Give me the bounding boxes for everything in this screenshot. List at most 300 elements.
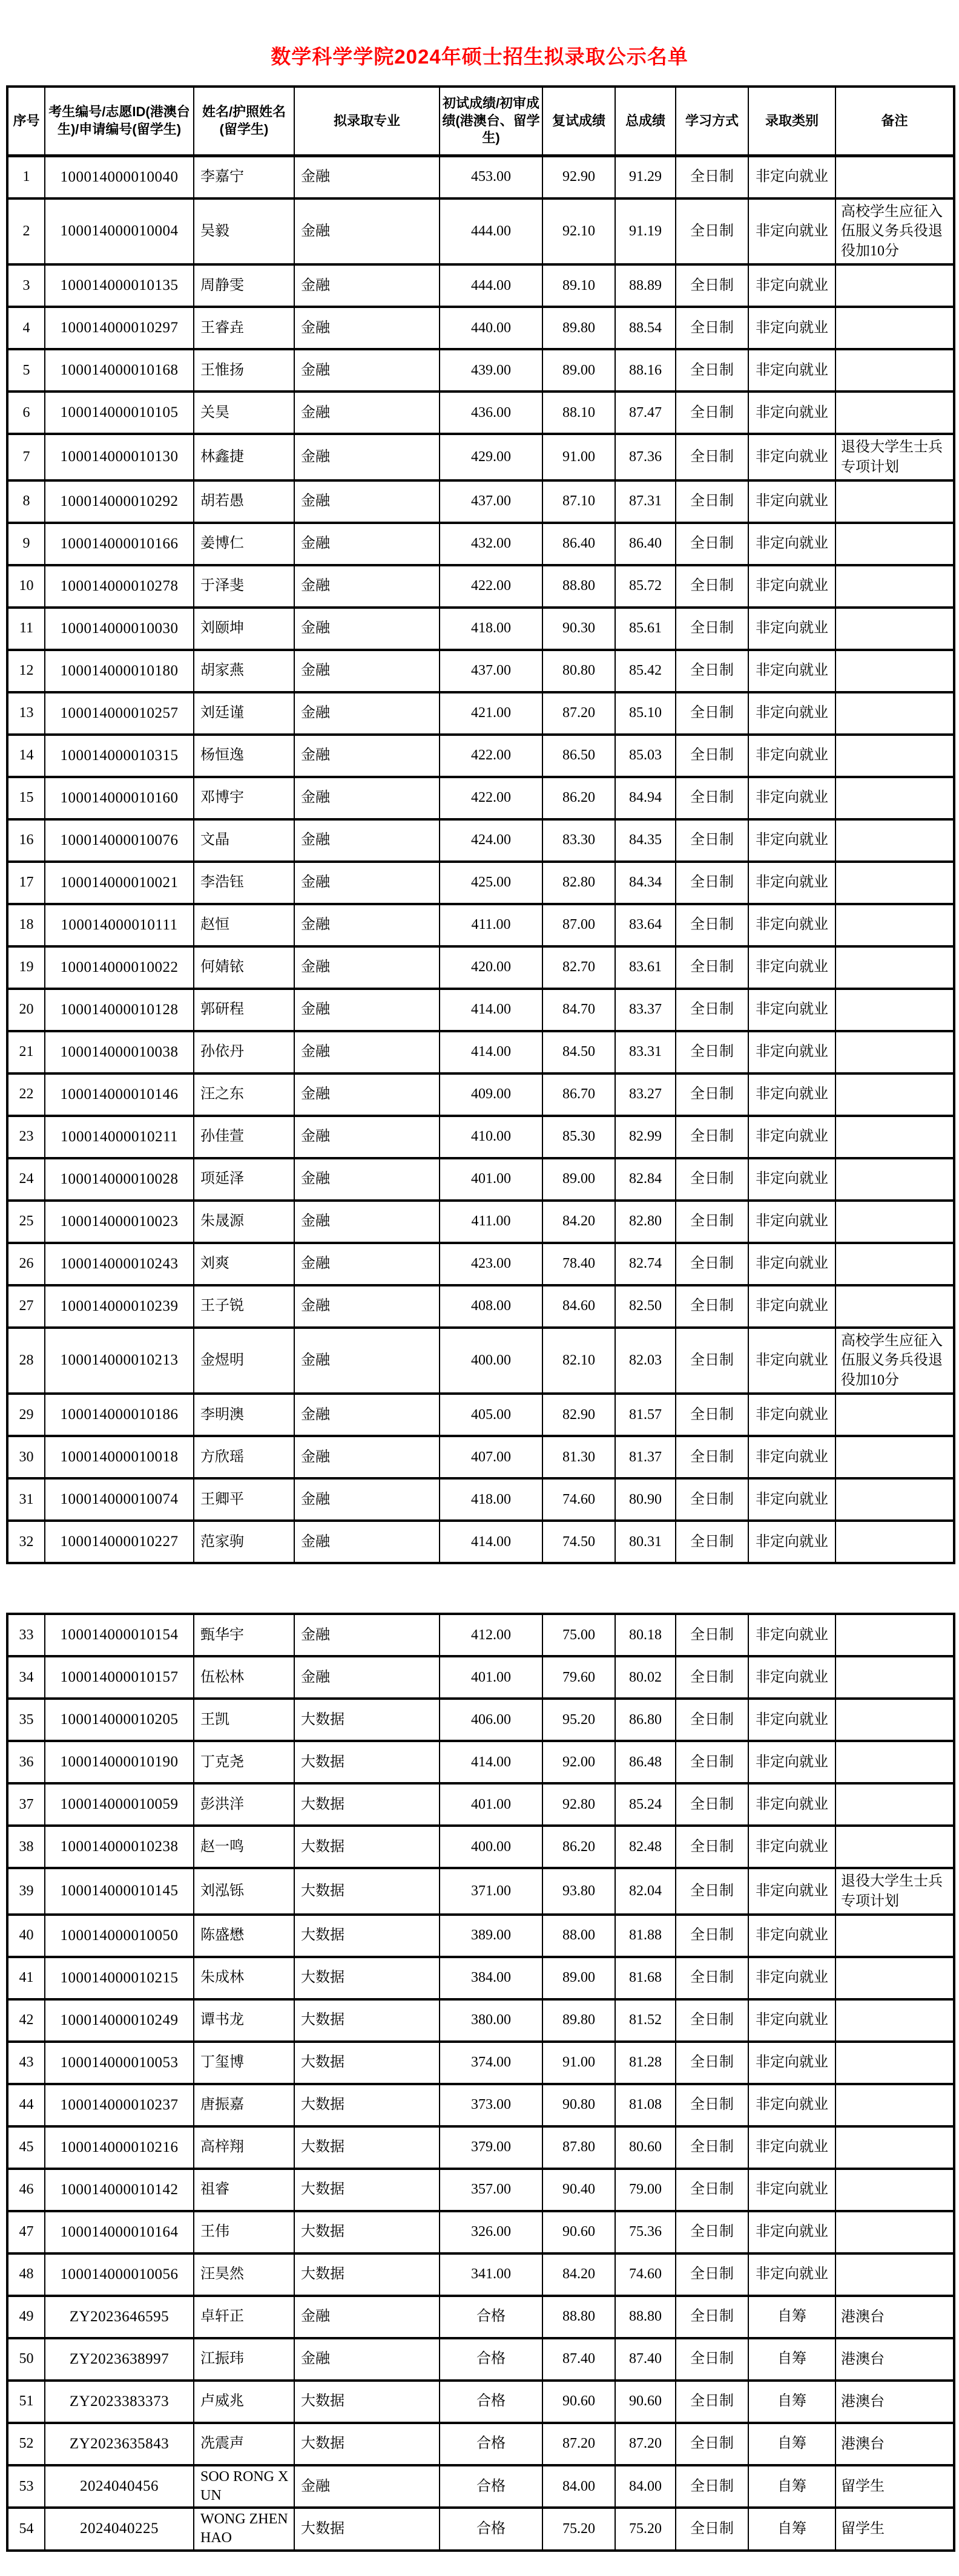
cell-study-mode: 全日制 <box>676 349 748 392</box>
table-row <box>7 1436 954 1478</box>
cell-initial-score: 401.00 <box>440 1783 542 1826</box>
cell-no: 12 <box>7 650 45 692</box>
cell-total-score: 75.20 <box>615 2508 676 2550</box>
cell-no: 7 <box>7 434 45 480</box>
cell-id: 100014000010215 <box>45 1957 194 1999</box>
cell-total-score: 83.64 <box>615 904 676 946</box>
cell-remark <box>835 523 954 565</box>
cell-study-mode: 全日制 <box>676 2169 748 2211</box>
cell-major: 金融 <box>294 523 440 565</box>
cell-no: 26 <box>7 1243 45 1285</box>
cell-id: 100014000010111 <box>45 904 194 946</box>
cell-remark: 留学生 <box>835 2508 954 2550</box>
cell-admission-category: 非定向就业 <box>748 1158 835 1201</box>
cell-retest-score: 82.70 <box>542 946 615 989</box>
cell-retest-score: 87.20 <box>542 2423 615 2465</box>
column-header-initial-score: 初试成绩/初审成绩(港澳台、留学生) <box>440 87 542 156</box>
cell-no: 20 <box>7 989 45 1031</box>
cell-total-score: 82.99 <box>615 1116 676 1158</box>
cell-name: 王睿垚 <box>194 307 294 349</box>
cell-study-mode: 全日制 <box>676 2508 748 2550</box>
cell-admission-category: 自筹 <box>748 2338 835 2381</box>
cell-admission-category: 非定向就业 <box>748 307 835 349</box>
cell-admission-category: 非定向就业 <box>748 2253 835 2296</box>
cell-study-mode: 全日制 <box>676 434 748 480</box>
cell-retest-score: 84.70 <box>542 989 615 1031</box>
cell-id: ZY2023383373 <box>45 2381 194 2423</box>
cell-major: 金融 <box>294 1521 440 1563</box>
cell-remark: 高校学生应征入伍服义务兵役退役加10分 <box>835 1328 954 1394</box>
cell-no: 31 <box>7 1478 45 1521</box>
cell-initial-score: 400.00 <box>440 1328 542 1394</box>
cell-id: 100014000010238 <box>45 1826 194 1868</box>
cell-name: 方欣瑶 <box>194 1436 294 1478</box>
cell-initial-score: 371.00 <box>440 1868 542 1915</box>
cell-name: 胡家燕 <box>194 650 294 692</box>
table-row <box>7 1957 954 1999</box>
cell-admission-category: 非定向就业 <box>748 1478 835 1521</box>
cell-id: 100014000010227 <box>45 1521 194 1563</box>
cell-no: 50 <box>7 2338 45 2381</box>
cell-initial-score: 409.00 <box>440 1073 542 1116</box>
cell-no: 37 <box>7 1783 45 1826</box>
cell-major: 金融 <box>294 862 440 904</box>
cell-initial-score: 373.00 <box>440 2084 542 2126</box>
table-row <box>7 735 954 777</box>
cell-initial-score: 444.00 <box>440 198 542 264</box>
cell-admission-category: 非定向就业 <box>748 2169 835 2211</box>
table-row <box>7 1328 954 1394</box>
cell-id: 100014000010145 <box>45 1868 194 1915</box>
cell-initial-score: 425.00 <box>440 862 542 904</box>
cell-retest-score: 88.10 <box>542 392 615 434</box>
cell-no: 6 <box>7 392 45 434</box>
cell-admission-category: 非定向就业 <box>748 1201 835 1243</box>
cell-id: 100014000010180 <box>45 650 194 692</box>
cell-major: 金融 <box>294 1614 440 1656</box>
cell-retest-score: 82.10 <box>542 1328 615 1394</box>
cell-remark <box>835 1521 954 1563</box>
cell-major: 金融 <box>294 1478 440 1521</box>
cell-remark <box>835 819 954 862</box>
cell-remark <box>835 650 954 692</box>
cell-no: 44 <box>7 2084 45 2126</box>
cell-no: 14 <box>7 735 45 777</box>
cell-study-mode: 全日制 <box>676 904 748 946</box>
cell-study-mode: 全日制 <box>676 2381 748 2423</box>
cell-total-score: 87.40 <box>615 2338 676 2381</box>
cell-id: ZY2023635843 <box>45 2423 194 2465</box>
table-body-rows-1-32 <box>7 156 954 1564</box>
cell-name: 王凯 <box>194 1699 294 1741</box>
cell-admission-category: 非定向就业 <box>748 198 835 264</box>
cell-name: 谭书龙 <box>194 1999 294 2042</box>
cell-initial-score: 423.00 <box>440 1243 542 1285</box>
cell-study-mode: 全日制 <box>676 777 748 819</box>
cell-major: 金融 <box>294 692 440 735</box>
cell-remark <box>835 777 954 819</box>
cell-id: 100014000010186 <box>45 1394 194 1436</box>
cell-no: 8 <box>7 480 45 523</box>
cell-total-score: 82.74 <box>615 1243 676 1285</box>
cell-study-mode: 全日制 <box>676 735 748 777</box>
cell-admission-category: 非定向就业 <box>748 523 835 565</box>
cell-retest-score: 80.80 <box>542 650 615 692</box>
cell-remark <box>835 1285 954 1328</box>
cell-study-mode: 全日制 <box>676 565 748 608</box>
cell-initial-score: 414.00 <box>440 1031 542 1073</box>
cell-major: 大数据 <box>294 2169 440 2211</box>
table-row <box>7 2423 954 2465</box>
cell-study-mode: 全日制 <box>676 1073 748 1116</box>
cell-initial-score: 437.00 <box>440 650 542 692</box>
cell-id: 100014000010022 <box>45 946 194 989</box>
cell-study-mode: 全日制 <box>676 1158 748 1201</box>
cell-major: 大数据 <box>294 1957 440 1999</box>
cell-total-score: 81.88 <box>615 1915 676 1957</box>
cell-id: 100014000010142 <box>45 2169 194 2211</box>
cell-no: 36 <box>7 1741 45 1783</box>
cell-total-score: 82.50 <box>615 1285 676 1328</box>
cell-study-mode: 全日制 <box>676 2296 748 2338</box>
cell-retest-score: 86.50 <box>542 735 615 777</box>
cell-total-score: 81.57 <box>615 1394 676 1436</box>
table-row <box>7 392 954 434</box>
cell-study-mode: 全日制 <box>676 307 748 349</box>
table-row <box>7 2338 954 2381</box>
cell-admission-category: 非定向就业 <box>748 349 835 392</box>
cell-total-score: 87.31 <box>615 480 676 523</box>
cell-initial-score: 384.00 <box>440 1957 542 1999</box>
cell-no: 35 <box>7 1699 45 1741</box>
cell-no: 21 <box>7 1031 45 1073</box>
cell-name: 丁克尧 <box>194 1741 294 1783</box>
cell-id: 100014000010237 <box>45 2084 194 2126</box>
cell-name: 孙佳萱 <box>194 1116 294 1158</box>
cell-study-mode: 全日制 <box>676 1328 748 1394</box>
cell-id: 100014000010056 <box>45 2253 194 2296</box>
cell-no: 19 <box>7 946 45 989</box>
column-header-study-mode: 学习方式 <box>676 87 748 156</box>
cell-major: 金融 <box>294 1073 440 1116</box>
column-header-name: 姓名/护照姓名(留学生) <box>194 87 294 156</box>
cell-initial-score: 422.00 <box>440 735 542 777</box>
cell-name: 李浩钰 <box>194 862 294 904</box>
cell-retest-score: 90.60 <box>542 2381 615 2423</box>
cell-retest-score: 74.50 <box>542 1521 615 1563</box>
table-row <box>7 1868 954 1915</box>
cell-name: 刘爽 <box>194 1243 294 1285</box>
cell-name: 卓轩正 <box>194 2296 294 2338</box>
table-row <box>7 1614 954 1656</box>
cell-initial-score: 411.00 <box>440 1201 542 1243</box>
cell-no: 53 <box>7 2465 45 2508</box>
cell-id: 100014000010164 <box>45 2211 194 2253</box>
cell-total-score: 87.20 <box>615 2423 676 2465</box>
cell-id: 100014000010050 <box>45 1915 194 1957</box>
cell-retest-score: 89.00 <box>542 349 615 392</box>
cell-name: 王惟扬 <box>194 349 294 392</box>
cell-retest-score: 93.80 <box>542 1868 615 1915</box>
cell-admission-category: 非定向就业 <box>748 819 835 862</box>
cell-no: 3 <box>7 264 45 307</box>
cell-major: 金融 <box>294 480 440 523</box>
cell-id: 2024040456 <box>45 2465 194 2508</box>
cell-name: 朱晟源 <box>194 1201 294 1243</box>
cell-study-mode: 全日制 <box>676 2423 748 2465</box>
table-row <box>7 1478 954 1521</box>
cell-admission-category: 非定向就业 <box>748 862 835 904</box>
cell-total-score: 88.54 <box>615 307 676 349</box>
cell-study-mode: 全日制 <box>676 946 748 989</box>
cell-remark: 港澳台 <box>835 2423 954 2465</box>
cell-remark <box>835 1116 954 1158</box>
cell-major: 金融 <box>294 1436 440 1478</box>
cell-retest-score: 78.40 <box>542 1243 615 1285</box>
cell-initial-score: 422.00 <box>440 777 542 819</box>
cell-id: 100014000010239 <box>45 1285 194 1328</box>
cell-total-score: 81.37 <box>615 1436 676 1478</box>
cell-retest-score: 89.80 <box>542 307 615 349</box>
cell-study-mode: 全日制 <box>676 1915 748 1957</box>
cell-major: 金融 <box>294 735 440 777</box>
cell-major: 大数据 <box>294 1915 440 1957</box>
cell-remark <box>835 349 954 392</box>
cell-retest-score: 90.80 <box>542 2084 615 2126</box>
cell-remark <box>835 392 954 434</box>
cell-initial-score: 422.00 <box>440 565 542 608</box>
cell-major: 金融 <box>294 904 440 946</box>
cell-remark: 港澳台 <box>835 2296 954 2338</box>
cell-retest-score: 92.90 <box>542 156 615 199</box>
cell-no: 15 <box>7 777 45 819</box>
cell-total-score: 81.08 <box>615 2084 676 2126</box>
cell-study-mode: 全日制 <box>676 1614 748 1656</box>
cell-remark: 退役大学生士兵专项计划 <box>835 434 954 480</box>
cell-major: 大数据 <box>294 2084 440 2126</box>
cell-initial-score: 406.00 <box>440 1699 542 1741</box>
cell-major: 金融 <box>294 608 440 650</box>
cell-initial-score: 合格 <box>440 2508 542 2550</box>
cell-no: 51 <box>7 2381 45 2423</box>
table-row <box>7 1783 954 1826</box>
cell-name: 卢威兆 <box>194 2381 294 2423</box>
cell-total-score: 82.04 <box>615 1868 676 1915</box>
cell-id: 100014000010190 <box>45 1741 194 1783</box>
cell-study-mode: 全日制 <box>676 156 748 199</box>
table-row <box>7 1073 954 1116</box>
cell-name: 姜博仁 <box>194 523 294 565</box>
cell-id: 100014000010105 <box>45 392 194 434</box>
cell-retest-score: 92.10 <box>542 198 615 264</box>
cell-id: 100014000010249 <box>45 1999 194 2042</box>
cell-retest-score: 75.20 <box>542 2508 615 2550</box>
column-header-total-score: 总成绩 <box>615 87 676 156</box>
cell-no: 34 <box>7 1656 45 1699</box>
cell-remark <box>835 1826 954 1868</box>
table-row <box>7 434 954 480</box>
cell-initial-score: 405.00 <box>440 1394 542 1436</box>
cell-study-mode: 全日制 <box>676 1868 748 1915</box>
cell-name: 于泽斐 <box>194 565 294 608</box>
cell-no: 41 <box>7 1957 45 1999</box>
cell-total-score: 75.36 <box>615 2211 676 2253</box>
table-row <box>7 2211 954 2253</box>
cell-no: 38 <box>7 1826 45 1868</box>
cell-initial-score: 379.00 <box>440 2126 542 2169</box>
cell-major: 大数据 <box>294 2126 440 2169</box>
cell-total-score: 80.18 <box>615 1614 676 1656</box>
cell-study-mode: 全日制 <box>676 1783 748 1826</box>
cell-major: 大数据 <box>294 2423 440 2465</box>
cell-remark: 退役大学生士兵专项计划 <box>835 1868 954 1915</box>
cell-total-score: 81.28 <box>615 2042 676 2084</box>
table-row <box>7 2296 954 2338</box>
cell-id: 2024040225 <box>45 2508 194 2550</box>
table-row <box>7 989 954 1031</box>
cell-remark: 港澳台 <box>835 2338 954 2381</box>
cell-id: 100014000010023 <box>45 1201 194 1243</box>
cell-admission-category: 非定向就业 <box>748 1328 835 1394</box>
table-row <box>7 1741 954 1783</box>
table-row <box>7 1999 954 2042</box>
table-row <box>7 2381 954 2423</box>
cell-no: 5 <box>7 349 45 392</box>
cell-name: 何婧铱 <box>194 946 294 989</box>
cell-initial-score: 326.00 <box>440 2211 542 2253</box>
cell-total-score: 79.00 <box>615 2169 676 2211</box>
cell-no: 48 <box>7 2253 45 2296</box>
column-header-no: 序号 <box>7 87 45 156</box>
cell-major: 金融 <box>294 198 440 264</box>
cell-retest-score: 89.80 <box>542 1999 615 2042</box>
cell-retest-score: 91.00 <box>542 2042 615 2084</box>
cell-retest-score: 79.60 <box>542 1656 615 1699</box>
cell-total-score: 86.48 <box>615 1741 676 1783</box>
cell-study-mode: 全日制 <box>676 1699 748 1741</box>
cell-initial-score: 436.00 <box>440 392 542 434</box>
cell-name: 祖睿 <box>194 2169 294 2211</box>
cell-admission-category: 自筹 <box>748 2381 835 2423</box>
cell-remark <box>835 1031 954 1073</box>
cell-id: 100014000010028 <box>45 1158 194 1201</box>
cell-id: 100014000010211 <box>45 1116 194 1158</box>
table-row <box>7 1826 954 1868</box>
cell-name: WONG ZHEN HAO <box>194 2508 294 2550</box>
cell-admission-category: 非定向就业 <box>748 480 835 523</box>
cell-retest-score: 83.30 <box>542 819 615 862</box>
cell-initial-score: 414.00 <box>440 1521 542 1563</box>
cell-major: 金融 <box>294 1031 440 1073</box>
cell-no: 33 <box>7 1614 45 1656</box>
cell-id: 100014000010018 <box>45 1436 194 1478</box>
cell-total-score: 83.37 <box>615 989 676 1031</box>
cell-admission-category: 非定向就业 <box>748 777 835 819</box>
cell-no: 22 <box>7 1073 45 1116</box>
cell-retest-score: 90.60 <box>542 2211 615 2253</box>
cell-total-score: 85.24 <box>615 1783 676 1826</box>
cell-admission-category: 非定向就业 <box>748 2042 835 2084</box>
cell-initial-score: 429.00 <box>440 434 542 480</box>
cell-initial-score: 421.00 <box>440 692 542 735</box>
cell-remark <box>835 264 954 307</box>
cell-admission-category: 非定向就业 <box>748 735 835 777</box>
cell-study-mode: 全日制 <box>676 862 748 904</box>
table-row <box>7 608 954 650</box>
cell-retest-score: 95.20 <box>542 1699 615 1741</box>
cell-total-score: 85.61 <box>615 608 676 650</box>
cell-total-score: 85.10 <box>615 692 676 735</box>
table-row <box>7 2126 954 2169</box>
cell-admission-category: 非定向就业 <box>748 1614 835 1656</box>
cell-retest-score: 84.50 <box>542 1031 615 1073</box>
cell-admission-category: 自筹 <box>748 2465 835 2508</box>
cell-study-mode: 全日制 <box>676 1478 748 1521</box>
cell-total-score: 81.68 <box>615 1957 676 1999</box>
cell-total-score: 84.34 <box>615 862 676 904</box>
cell-retest-score: 87.00 <box>542 904 615 946</box>
cell-name: 陈盛懋 <box>194 1915 294 1957</box>
cell-name: 伍松林 <box>194 1656 294 1699</box>
cell-id: 100014000010146 <box>45 1073 194 1116</box>
cell-major: 金融 <box>294 392 440 434</box>
cell-id: 100014000010216 <box>45 2126 194 2169</box>
cell-study-mode: 全日制 <box>676 1741 748 1783</box>
cell-remark <box>835 946 954 989</box>
cell-major: 大数据 <box>294 2211 440 2253</box>
cell-remark <box>835 1478 954 1521</box>
table-header-row <box>7 87 954 156</box>
cell-retest-score: 82.90 <box>542 1394 615 1436</box>
cell-remark <box>835 1394 954 1436</box>
cell-initial-score: 440.00 <box>440 307 542 349</box>
cell-admission-category: 非定向就业 <box>748 1783 835 1826</box>
cell-id: 100014000010213 <box>45 1328 194 1394</box>
cell-initial-score: 424.00 <box>440 819 542 862</box>
table-row <box>7 1656 954 1699</box>
cell-total-score: 80.02 <box>615 1656 676 1699</box>
cell-initial-score: 439.00 <box>440 349 542 392</box>
table-row <box>7 198 954 264</box>
cell-remark <box>835 307 954 349</box>
cell-name: 邓博宇 <box>194 777 294 819</box>
cell-initial-score: 420.00 <box>440 946 542 989</box>
cell-initial-score: 380.00 <box>440 1999 542 2042</box>
cell-id: 100014000010135 <box>45 264 194 307</box>
cell-name: 唐振嘉 <box>194 2084 294 2126</box>
cell-remark <box>835 2169 954 2211</box>
cell-retest-score: 90.30 <box>542 608 615 650</box>
cell-major: 金融 <box>294 819 440 862</box>
cell-initial-score: 401.00 <box>440 1656 542 1699</box>
cell-admission-category: 非定向就业 <box>748 989 835 1031</box>
cell-retest-score: 92.80 <box>542 1783 615 1826</box>
cell-id: 100014000010315 <box>45 735 194 777</box>
cell-major: 金融 <box>294 1158 440 1201</box>
cell-remark <box>835 608 954 650</box>
cell-study-mode: 全日制 <box>676 1436 748 1478</box>
table-row <box>7 307 954 349</box>
cell-initial-score: 418.00 <box>440 1478 542 1521</box>
column-header-id: 考生编号/志愿ID(港澳台生)/申请编号(留学生) <box>45 87 194 156</box>
table-header-row <box>7 87 954 156</box>
cell-major: 金融 <box>294 307 440 349</box>
cell-major: 金融 <box>294 2338 440 2381</box>
cell-name: 刘廷谨 <box>194 692 294 735</box>
cell-initial-score: 411.00 <box>440 904 542 946</box>
cell-no: 10 <box>7 565 45 608</box>
cell-id: 100014000010154 <box>45 1614 194 1656</box>
